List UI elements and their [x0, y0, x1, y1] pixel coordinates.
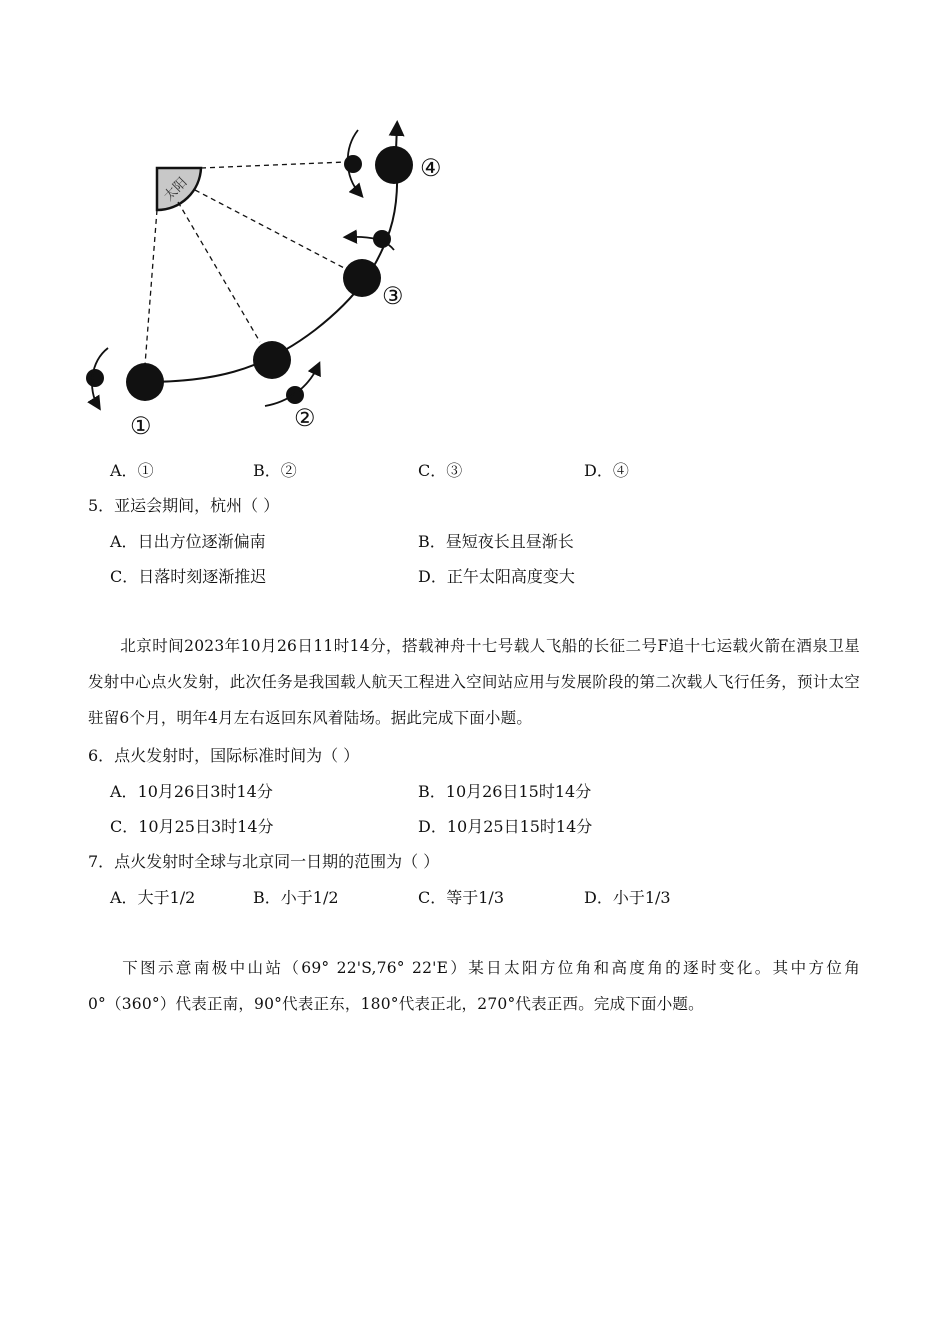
moon-4 [344, 155, 362, 173]
q6-option-a[interactable] [110, 782, 273, 802]
option-key: D． [418, 817, 447, 836]
option-key: D． [418, 567, 447, 586]
option-key: B． [253, 888, 281, 907]
position-label-2: ② [294, 404, 316, 432]
q5-option-d[interactable] [418, 567, 575, 587]
q4-option-a[interactable] [110, 461, 154, 481]
option-text: 正午太阳高度变大 [446, 567, 575, 586]
q5-stem: 5．亚运会期间，杭州（ ） [88, 496, 280, 515]
option-text: 等于1/3 [446, 888, 505, 907]
q4-option-c[interactable] [418, 461, 462, 481]
option-key: C． [110, 817, 139, 836]
q4-option-d[interactable] [584, 461, 629, 481]
earth-position-1 [126, 363, 164, 401]
passage-zhongshan-station [88, 950, 860, 1022]
option-text: 大于1/2 [137, 888, 196, 907]
q6-option-c[interactable] [110, 817, 274, 837]
option-text: ③ [446, 461, 463, 480]
option-key: B． [253, 461, 281, 480]
earth-position-4 [375, 146, 413, 184]
option-text: ④ [612, 461, 629, 480]
position-label-3: ③ [382, 282, 404, 310]
q7-stem: 7．点火发射时全球与北京同一日期的范围为（ ） [88, 852, 440, 871]
option-text: 10月26日3时14分 [137, 782, 273, 801]
q4-option-b[interactable] [253, 461, 297, 481]
q7-option-b[interactable] [253, 888, 339, 908]
q7-option-a[interactable] [110, 888, 195, 908]
orbit-diagram [60, 110, 480, 450]
option-text: ① [137, 461, 154, 480]
q6-option-b[interactable] [418, 782, 591, 802]
passage-shenzhou-17 [88, 628, 860, 736]
position-label-4: ④ [420, 154, 442, 182]
option-key: A． [110, 461, 138, 480]
option-key: D． [584, 461, 613, 480]
q7-option-d[interactable] [584, 888, 671, 908]
option-key: C． [418, 888, 447, 907]
option-key: D． [584, 888, 613, 907]
earth-orbit-figure [60, 110, 480, 450]
option-key: A． [110, 782, 138, 801]
option-text: 昼短夜长且昼渐长 [445, 532, 574, 551]
option-text: 10月25日15时14分 [446, 817, 593, 836]
sun-label: 太阳 [161, 175, 191, 205]
option-text: 日出方位逐渐偏南 [137, 532, 266, 551]
passage-text: 北京时间2023年10月26日11时14分，搭载神舟十七号载人飞船的长征二号F追十七运载火箭在酒泉卫星发射中心点火发射，此次任务是我国载人航天工程进入空间站应用与发展阶段的第二次载人飞行任务，预计太空驻留6个月，明年4月左右返回东风着陆场。据此完成下面小题。 [88, 637, 860, 727]
option-key: C． [418, 461, 447, 480]
q7-option-c[interactable] [418, 888, 504, 908]
q5-option-b[interactable] [418, 532, 574, 552]
option-text: 日落时刻逐渐推迟 [138, 567, 267, 586]
q6-option-d[interactable] [418, 817, 592, 837]
q5-option-c[interactable] [110, 567, 266, 587]
option-text: ② [280, 461, 297, 480]
option-key: C． [110, 567, 139, 586]
option-text: 10月25日3时14分 [138, 817, 274, 836]
option-key: B． [418, 782, 446, 801]
option-text: 小于1/2 [280, 888, 339, 907]
passage-text: 下图示意南极中山站（69° 22'S,76° 22'E）某日太阳方位角和高度角的逐时变化。其中方位角0°（360°）代表正南，90°代表正东，180°代表正北，270°代表正西。完成下面小题。 [88, 959, 860, 1013]
moon-1 [86, 369, 104, 387]
option-text: 小于1/3 [612, 888, 671, 907]
option-key: B． [418, 532, 446, 551]
earth-position-2 [253, 341, 291, 379]
option-text: 10月26日15时14分 [445, 782, 592, 801]
earth-position-3 [343, 259, 381, 297]
option-key: A． [110, 532, 138, 551]
option-key: A． [110, 888, 138, 907]
q6-stem: 6．点火发射时，国际标准时间为（ ） [88, 746, 360, 765]
q5-option-a[interactable] [110, 532, 266, 552]
position-label-1: ① [130, 412, 152, 440]
